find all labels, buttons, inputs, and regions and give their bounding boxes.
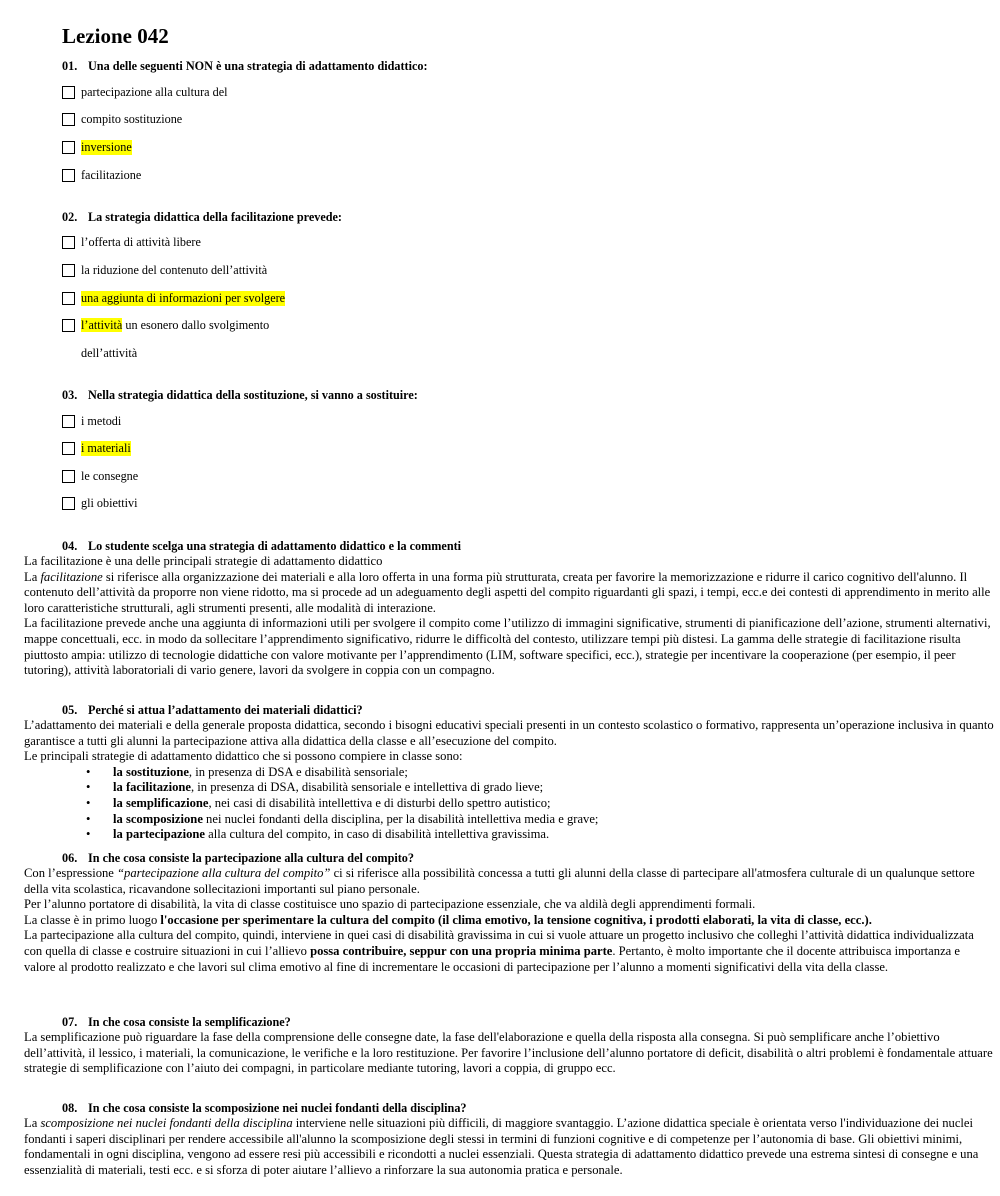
q02-option-continuation: dell’attività <box>81 346 138 360</box>
answer-paragraph: Con l’espressione “partecipazione alla cultura del compito” ci si riferisce alla possibilità concessa a tutti gli alunni della classe di partecipare all'atmosfera culturale di un qualunque settore della vita scolastica, ricavandone sollecitazioni importanti sul piano personale. <box>24 866 975 896</box>
question-number: 04. <box>62 539 78 553</box>
list-item: • la scomposizione nei nuclei fondanti della disciplina, per la disabilità intellettiva media e grave; <box>86 811 599 826</box>
checkbox[interactable] <box>62 86 75 99</box>
answer-paragraph: La partecipazione alla cultura del compito, quindi, interviene in quei casi di disabilità gravissima in cui si vuole attuare un progetto inclusivo che colleghi l’attività didattica individualizzata con quella di classe e costruire situazioni in cui l’allievo possa contribuire, seppur con una propria minima parte. Pertanto, è molto importante che il docente attribuisca importanza e valore al prodotto realizzato e che lavori sul clima emotivo al fine di incrementare le occasioni di partecipazione per l’alunno a momenti significativi della vita della classe. <box>24 928 974 974</box>
bullet-icon: • <box>86 780 91 795</box>
option-label: compito sostituzione <box>81 112 183 126</box>
question-text: In che cosa consiste la semplificazione? <box>88 1015 291 1029</box>
question-number: 06. <box>62 851 78 865</box>
option-label: le consegne <box>81 469 139 483</box>
list-item: • la sostituzione, in presenza di DSA e disabilità sensoriale; <box>86 764 408 779</box>
option-label <box>81 318 269 333</box>
emphasis-term: scomposizione nei nuclei fondanti della disciplina <box>40 1116 293 1130</box>
option-label: gli obiettivi <box>81 496 138 510</box>
option-label-highlighted: una aggiunta di informazioni per svolgere <box>81 291 286 305</box>
answer-07-body <box>24 1030 994 1077</box>
emphasis-term: facilitazione <box>40 569 103 584</box>
bullet-icon: • <box>86 811 91 826</box>
question-02-heading <box>62 210 342 225</box>
question-text: La strategia didattica della facilitazione prevede: <box>88 210 342 224</box>
option-label-highlighted: i materiali <box>81 441 131 455</box>
list-item: • la semplificazione, nei casi di disabilità intellettiva e di disturbi dello spettro autistico; <box>86 795 551 810</box>
question-text: Lo studente scelga una strategia di adattamento didattico e la commenti <box>88 539 462 553</box>
question-04-heading <box>62 539 461 554</box>
checkbox[interactable] <box>62 415 75 428</box>
question-01-heading <box>62 59 428 74</box>
answer-paragraph: La scomposizione nei nuclei fondanti della disciplina interviene nelle situazioni più difficili, di maggiore svantaggio. L’azione didattica speciale è orientata verso l'individuazione dei nuclei fondanti i saperi disciplinari per rendere accessibile all'alunno la scomposizione degli stessi in termini di funzioni cognitive e di competenze per l’autonomia di base. Gli obiettivi minimi, fondamentali in ogni disciplina, vengono ad essere resi più accessibili e ricondotti a nuclei essenziali. Questa strategia di adattamento didattico prevede una estrema sintesi di consegne e una essenzialità di materiali, testi ecc. e si sforza di poter aiutare l’allievo a rinforzare la sua autonomia pratica e personale. <box>24 1116 979 1177</box>
checkbox[interactable] <box>62 470 75 483</box>
answer-paragraph: L’adattamento dei materiali e della generale proposta didattica, secondo i bisogni educativi speciali presenti in un contesto scolastico o formativo, rappresenta un’operazione inclusiva in quanto garantisce a tutti gli alunni la partecipazione attiva alla didattica della classe e all’esecuzione del compito. <box>24 718 994 748</box>
bold-phrase: possa contribuire, seppur con una propria minima parte <box>310 943 613 958</box>
checkbox[interactable] <box>62 442 75 455</box>
option-label: l’offerta di attività libere <box>81 235 201 249</box>
answer-paragraph: La facilitazione è una delle principali strategie di adattamento didattico <box>24 554 383 568</box>
checkbox[interactable] <box>62 497 75 510</box>
bullet-icon: • <box>86 764 91 779</box>
question-06-heading <box>62 851 414 866</box>
question-text: In che cosa consiste la partecipazione alla cultura del compito? <box>88 851 414 865</box>
question-number: 01. <box>62 59 78 73</box>
question-08-heading <box>62 1101 467 1116</box>
answer-04-body <box>24 554 994 679</box>
question-number: 03. <box>62 388 78 402</box>
option-label: facilitazione <box>81 168 142 182</box>
answer-paragraph: Per l’alunno portatore di disabilità, la vita di classe costituisce uno spazio di partecipazione essenziale, che va aldilà degli apprendimenti formali. <box>24 897 756 912</box>
option-label-highlighted: inversione <box>81 140 132 154</box>
answer-paragraph: La facilitazione prevede anche una aggiunta di informazioni utili per svolgere il compito come l’utilizzo di immagini significative, strumenti di pianificazione dell’azione, strumenti alternativi, mappe concettuali, ecc. in modo da sollecitare l’apprendimento significativo, ridurre le difficoltà del contesto, utilizzare tempi più distesi. La gamma delle strategie di facilitazione risulta piuttosto ampia: utilizzo di tecnologie didattiche con valore motivante per l’apprendimento (LIM, software specifici, ecc.), strategie per incentivare la cooperazione (per esempio, il peer tutoring), attività laboratoriali di vario genere, lavori da svolgere in coppia con un compagno. <box>24 616 991 678</box>
option-label: i metodi <box>81 414 122 428</box>
highlighted-text: l’attività <box>81 318 123 332</box>
bold-phrase: l'occasione per sperimentare la cultura del compito (il clima emotivo, la tensione cognitiva, i prodotti elaborati, la vita di classe, ecc.). <box>160 912 872 927</box>
question-text: Una delle seguenti NON è una strategia di adattamento didattico: <box>88 59 428 73</box>
option-label-rest: un esonero dallo svolgimento <box>125 318 270 332</box>
answer-paragraph: La classe è in primo luogo l'occasione per sperimentare la cultura del compito (il clima emotivo, la tensione cognitiva, i prodotti elaborati, la vita di classe, ecc.). <box>24 912 872 927</box>
answer-08-body <box>24 1116 994 1178</box>
question-number: 05. <box>62 703 78 717</box>
answer-paragraph: La facilitazione si riferisce alla organizzazione dei materiali e alla loro offerta in una forma più strutturata, creata per favorire la memorizzazione e ridurre il carico cognitivo dell'alunno. Il contenuto dell’attività da proporre non viene ridotto, ma si procede ad un adeguamento degli aspetti del compito riguardanti gli spazi, i tempi, ecc.e dei contesti di apprendimento in merito alle loro caratteristiche strutturali, agli strumenti presenti, alle modalità di interazione. <box>24 569 991 615</box>
answer-05-body <box>24 718 994 843</box>
question-05-heading <box>62 703 363 718</box>
strategy-list <box>24 765 994 843</box>
answer-06-body <box>24 866 994 975</box>
question-07-heading <box>62 1015 291 1030</box>
checkbox[interactable] <box>62 236 75 249</box>
question-text: In che cosa consiste la scomposizione nei nuclei fondanti della disciplina? <box>88 1101 467 1115</box>
checkbox[interactable] <box>62 292 75 305</box>
option-label: partecipazione alla cultura del <box>81 85 228 99</box>
checkbox[interactable] <box>62 169 75 182</box>
question-number: 02. <box>62 210 78 224</box>
question-number: 08. <box>62 1101 78 1115</box>
bullet-icon: • <box>86 827 91 842</box>
checkbox[interactable] <box>62 319 75 332</box>
checkbox[interactable] <box>62 113 75 126</box>
question-number: 07. <box>62 1015 78 1029</box>
bullet-icon: • <box>86 795 91 810</box>
list-item: • la partecipazione alla cultura del compito, in caso di disabilità intellettiva gravissima. <box>86 827 550 842</box>
question-text: Perché si attua l’adattamento dei materiali didattici? <box>88 703 363 717</box>
question-text: Nella strategia didattica della sostituzione, si vanno a sostituire: <box>88 388 418 402</box>
checkbox[interactable] <box>62 141 75 154</box>
answer-paragraph: La semplificazione può riguardare la fase della comprensione delle consegne date, la fase dell'elaborazione e quella della risposta alla consegna. Si può semplificare anche l’obiettivo dell’attività, il lessico, i materiali, la comunicazione, le verifiche e la loro restituzione. Per favorire l’inclusione dell’alunno portatore di deficit, disabilità o altri problemi è fondamentale attuare strategie di semplificazione con l’aiuto dei compagni, in particolare mediante tutoring, lavori a coppia, di gruppo ecc. <box>24 1030 993 1076</box>
list-item: • la facilitazione, in presenza di DSA, disabilità sensoriale e intellettiva di grado lieve; <box>86 780 544 795</box>
checkbox[interactable] <box>62 264 75 277</box>
emphasis-term: “partecipazione alla cultura del compito” <box>117 866 331 880</box>
option-label: la riduzione del contenuto dell’attività <box>81 263 268 277</box>
question-03-heading <box>62 388 418 403</box>
page-title: Lezione 042 <box>62 24 169 48</box>
answer-paragraph: Le principali strategie di adattamento didattico che si possono compiere in classe sono: <box>24 749 463 764</box>
